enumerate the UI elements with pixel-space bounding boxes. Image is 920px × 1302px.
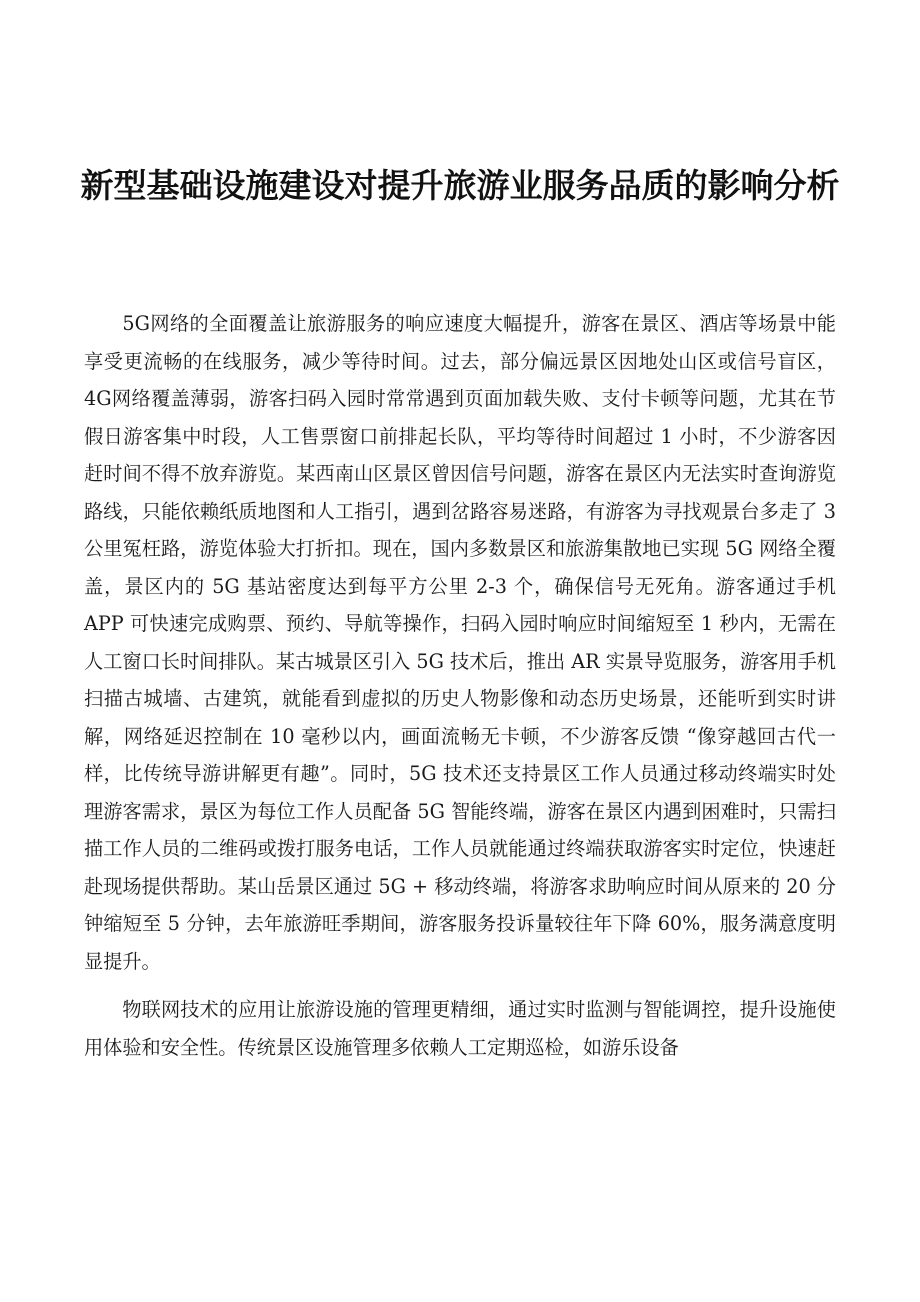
document-title: 新型基础设施建设对提升旅游业服务品质的影响分析	[80, 166, 840, 205]
document-body	[84, 305, 836, 1077]
paragraph-iot-facilities: 物联网技术的应用让旅游设施的管理更精细，通过实时监测与智能调控，提升设施使用体验和安全性。传统景区设施管理多依赖人工定期巡检，如游乐设备	[84, 998, 836, 1059]
paragraph-5g-coverage: 5G网络的全面覆盖让旅游服务的响应速度大幅提升，游客在景区、酒店等场景中能享受更流畅的在线服务，减少等待时间。过去，部分偏远景区因地处山区或信号盲区，4G网络覆盖薄弱，游客扫码入园时常常遇到页面加载失败、支付卡顿等问题，尤其在节假日游客集中时段，人工售票窗口前排起长队，平均等待时间超过 1 小时，不少游客因赶时间不得不放弃游览。某西南山区景区曾因信号问题，游客在景区内无法实时查询游览路线，只能依赖纸质地图和人工指引，遇到岔路容易迷路，有游客为寻找观景台多走了 3 公里冤枉路，游览体验大打折扣。现在，国内多数景区和旅游集散地已实现 5G 网络全覆盖，景区内的 5G 基站密度达到每平方公里 2-3 个，确保信号无死角。游客通过手机 APP 可快速完成购票、预约、导航等操作，扫码入园时响应时间缩短至 1 秒内，无需在人工窗口长时间排队。某古城景区引入 5G 技术后，推出 AR 实景导览服务，游客用手机扫描古城墙、古建筑，就能看到虚拟的历史人物影像和动态历史场景，还能听到实时讲解，网络延迟控制在 10 毫秒以内，画面流畅无卡顿，不少游客反馈 “像穿越回古代一样，比传统导游讲解更有趣”。同时，5G 技术还支持景区工作人员通过移动终端实时处理游客需求，景区为每位工作人员配备 5G 智能终端，游客在景区内遇到困难时，只需扫描工作人员的二维码或拨打服务电话，工作人员就能通过终端获取游客实时定位，快速赶赴现场提供帮助。某山岳景区通过 5G + 移动终端，将游客求助响应时间从原来的 20 分钟缩短至 5 分钟，去年旅游旺季期间，游客服务投诉量较往年下降 60%，服务满意度明显提升。	[84, 312, 836, 973]
